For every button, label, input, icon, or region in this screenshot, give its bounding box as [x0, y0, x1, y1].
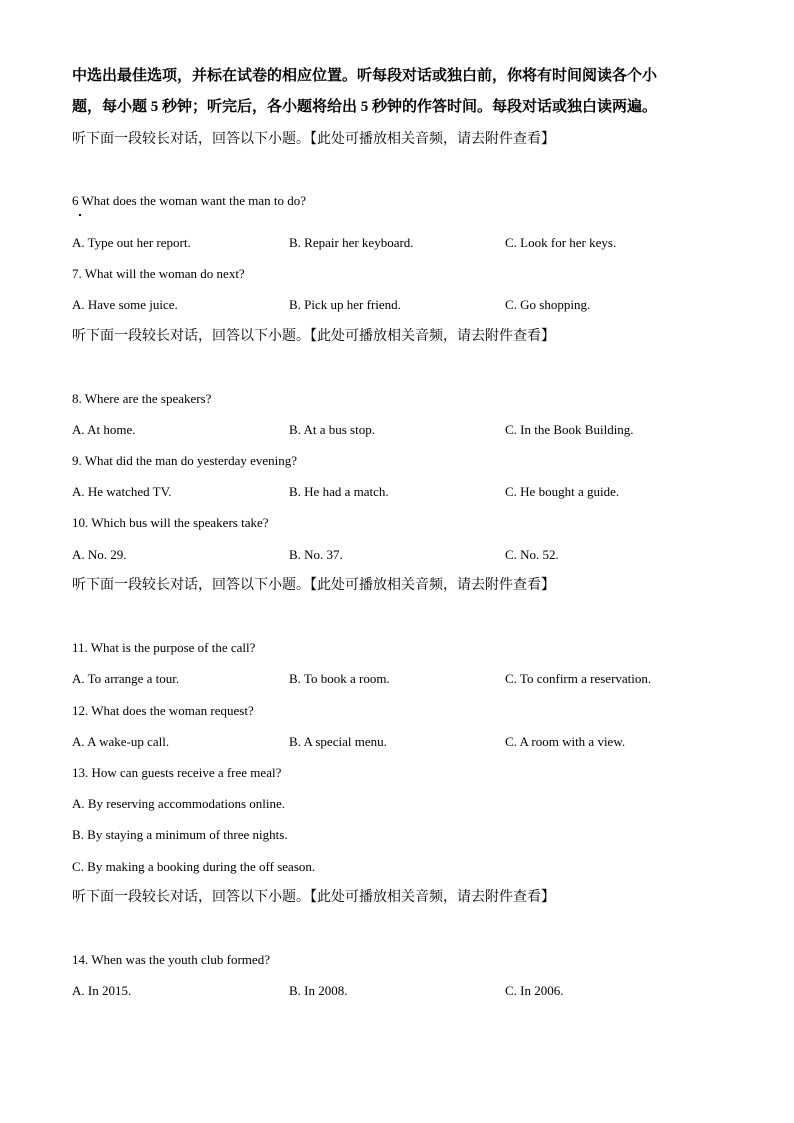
- question-10-option-b: B. No. 37.: [289, 547, 343, 562]
- question-10-option-a: A. No. 29.: [72, 547, 127, 562]
- question-12-option-c: C. A room with a view.: [505, 734, 626, 749]
- question-11-option-b: B. To book a room.: [289, 671, 390, 686]
- question-6: 6 What does the woman want the man to do?: [72, 193, 307, 208]
- question-8-option-b: B. At a bus stop.: [289, 422, 375, 437]
- question-10-option-c: C. No. 52.: [505, 547, 559, 562]
- question-12-option-a: A. A wake-up call.: [72, 734, 170, 749]
- section-instruction: 听下面一段较长对话，回答以下小题。【此处可播放相关音频，请去附件查看】: [72, 132, 555, 147]
- question-13-option-a: A. By reserving accommodations online.: [72, 796, 286, 811]
- question-9-option-b: B. He had a match.: [289, 484, 389, 499]
- question-9-option-c: C. He bought a guide.: [505, 484, 620, 499]
- question-7: 7. What will the woman do next?: [72, 266, 245, 281]
- question-7-option-c: C. Go shopping.: [505, 297, 591, 312]
- question-14-option-c: C. In 2006.: [505, 983, 564, 998]
- question-11-option-c: C. To confirm a reservation.: [505, 671, 652, 686]
- question-11: 11. What is the purpose of the call?: [72, 640, 256, 655]
- section-instruction: 听下面一段较长对话，回答以下小题。【此处可播放相关音频，请去附件查看】: [72, 890, 555, 905]
- question-8-option-c: C. In the Book Building.: [505, 422, 634, 437]
- question-6-option-a: A. Type out her report.: [72, 235, 191, 250]
- question-8-option-a: A. At home.: [72, 422, 136, 437]
- question-14: 14. When was the youth club formed?: [72, 952, 270, 967]
- section-instruction: 听下面一段较长对话，回答以下小题。【此处可播放相关音频，请去附件查看】: [72, 329, 555, 344]
- question-13-option-b: B. By staying a minimum of three nights.: [72, 827, 288, 842]
- question-14-option-b: B. In 2008.: [289, 983, 348, 998]
- question-10: 10. Which bus will the speakers take?: [72, 515, 269, 530]
- stray-dot: [79, 214, 81, 216]
- question-6-option-b: B. Repair her keyboard.: [289, 235, 414, 250]
- question-13-option-c: C. By making a booking during the off season.: [72, 859, 316, 874]
- question-7-option-b: B. Pick up her friend.: [289, 297, 401, 312]
- question-9-option-a: A. He watched TV.: [72, 484, 172, 499]
- question-8: 8. Where are the speakers?: [72, 391, 212, 406]
- question-12: 12. What does the woman request?: [72, 703, 254, 718]
- question-12-option-b: B. A special menu.: [289, 734, 387, 749]
- question-13: 13. How can guests receive a free meal?: [72, 765, 282, 780]
- question-7-option-a: A. Have some juice.: [72, 297, 178, 312]
- intro-line-2: 题，每小题 5 秒钟；听完后，各小题将给出 5 秒钟的作答时间。每段对话或独白读两遍。: [72, 99, 658, 115]
- question-9: 9. What did the man do yesterday evening?: [72, 453, 298, 468]
- question-6-option-c: C. Look for her keys.: [505, 235, 617, 250]
- question-14-option-a: A. In 2015.: [72, 983, 132, 998]
- question-11-option-a: A. To arrange a tour.: [72, 671, 180, 686]
- intro-line-1: 中选出最佳选项，并标在试卷的相应位置。听每段对话或独白前，你将有时间阅读各个小: [72, 68, 658, 84]
- section-instruction: 听下面一段较长对话，回答以下小题。【此处可播放相关音频，请去附件查看】: [72, 578, 555, 593]
